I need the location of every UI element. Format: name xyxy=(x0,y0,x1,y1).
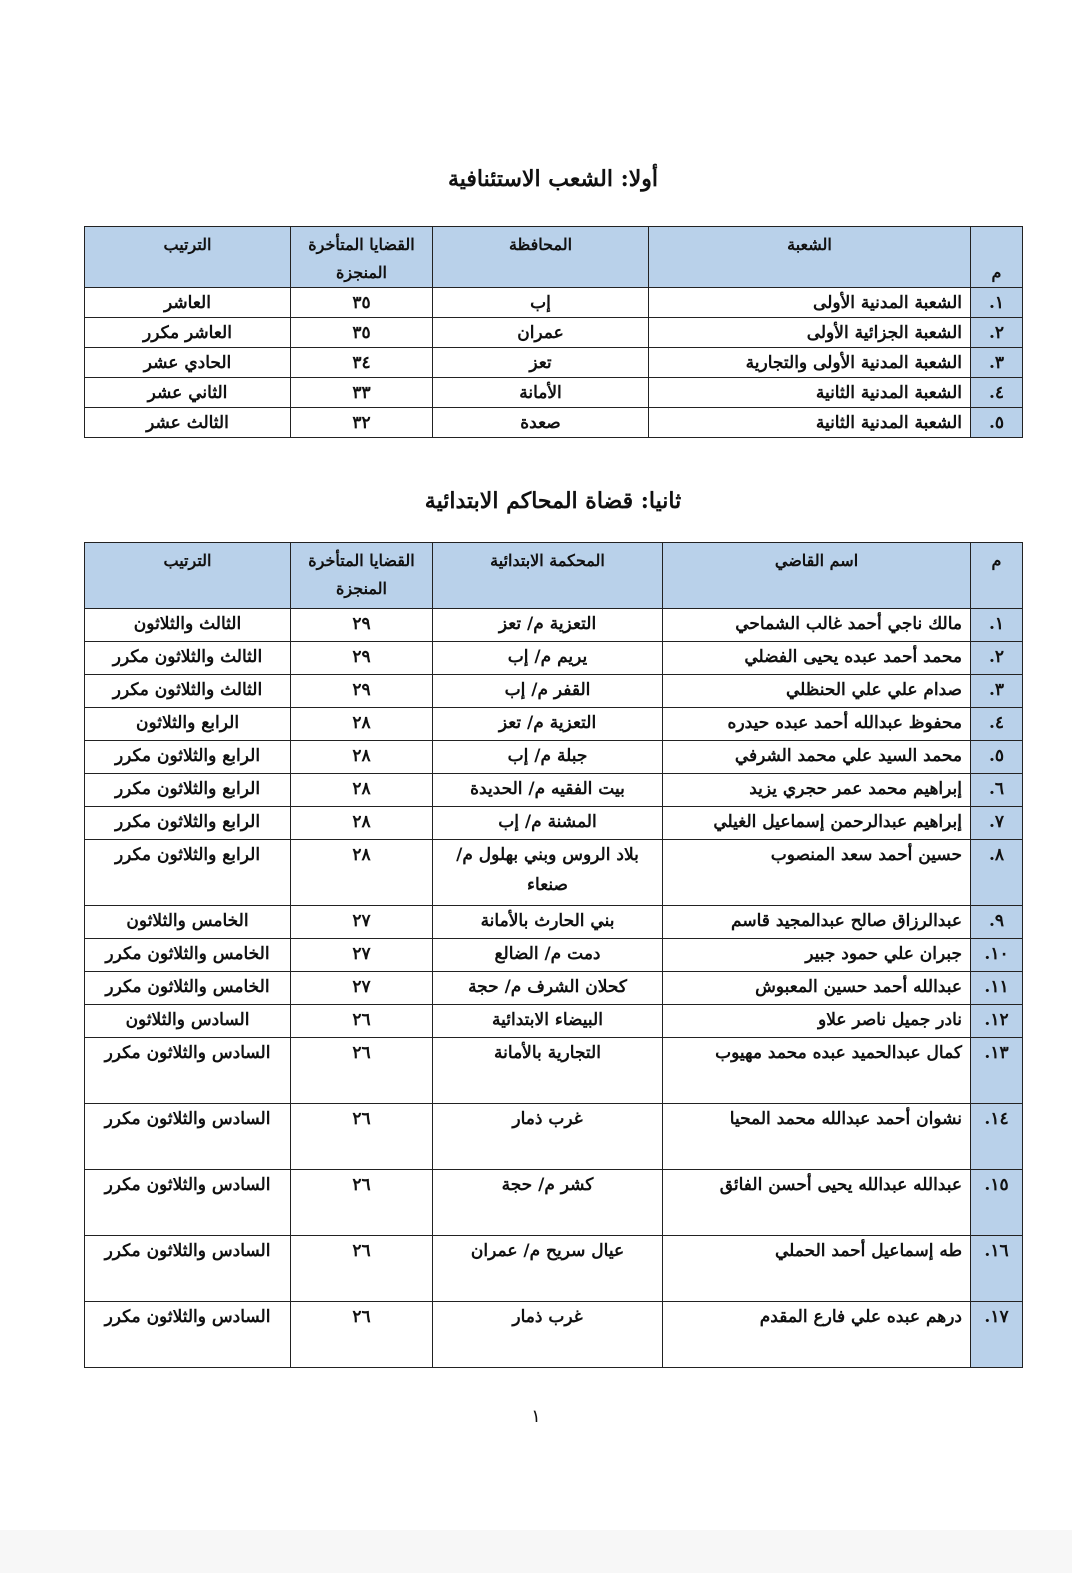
table-row xyxy=(85,408,1023,438)
branch-cell: الشعبة المدنية الثانية xyxy=(649,408,971,438)
court-cell: التعزية م/ تعز xyxy=(433,609,663,642)
page-number: ١ xyxy=(531,1406,541,1427)
cases-cell: ٢٨ xyxy=(291,774,433,807)
cases-cell: ٢٦ xyxy=(291,1104,433,1170)
row-number: ٤. xyxy=(971,378,1023,408)
cases-cell: ٢٦ xyxy=(291,1236,433,1302)
row-number: ١٥. xyxy=(971,1170,1023,1236)
court-cell: بلاد الروس وبني بهلول م/ صنعاء xyxy=(433,840,663,906)
header-judge: اسم القاضي xyxy=(663,543,971,609)
branch-cell: الشعبة المدنية الأولى xyxy=(649,288,971,318)
court-cell: بيت الفقيه م/ الحديدة xyxy=(433,774,663,807)
court-cell: القفر م/ إب xyxy=(433,675,663,708)
judge-name-cell: مالك ناجي أحمد غالب الشماحي xyxy=(663,609,971,642)
header-court: المحكمة الابتدائية xyxy=(433,543,663,609)
table-row xyxy=(85,1038,1023,1104)
cases-cell: ٢٩ xyxy=(291,642,433,675)
cases-cell: ٣٥ xyxy=(291,318,433,348)
judge-name-cell: جبران علي حمود جبير xyxy=(663,939,971,972)
row-number: ٨. xyxy=(971,840,1023,906)
section1-title: أولا: الشعب الاستئنافية xyxy=(447,166,659,192)
header-governorate: المحافظة xyxy=(433,227,649,288)
table-row xyxy=(85,642,1023,675)
governorate-cell: الأمانة xyxy=(433,378,649,408)
court-cell: المشنة م/ إب xyxy=(433,807,663,840)
table-row xyxy=(85,675,1023,708)
header-cases: القضايا المتأخرة المنجزة xyxy=(291,227,433,288)
cases-cell: ٢٧ xyxy=(291,939,433,972)
cases-cell: ٢٨ xyxy=(291,807,433,840)
table-row xyxy=(85,1302,1023,1368)
cases-cell: ٢٦ xyxy=(291,1302,433,1368)
table-row xyxy=(85,318,1023,348)
court-cell: البيضاء الابتدائية xyxy=(433,1005,663,1038)
table-row xyxy=(85,708,1023,741)
judge-name-cell: درهم عبده علي فارع المقدم xyxy=(663,1302,971,1368)
rank-cell: السادس والثلاثون مكرر xyxy=(85,1038,291,1104)
judge-name-cell: صدام علي علي الحنظلي xyxy=(663,675,971,708)
court-cell: يريم م/ إب xyxy=(433,642,663,675)
judge-name-cell: حسين أحمد سعد المنصوب xyxy=(663,840,971,906)
court-cell: بني الحارث بالأمانة xyxy=(433,906,663,939)
table-row xyxy=(85,774,1023,807)
court-cell: غرب ذمار xyxy=(433,1302,663,1368)
primary-judges-table xyxy=(84,542,1023,1368)
table-row xyxy=(85,1170,1023,1236)
header-m: م xyxy=(971,227,1023,288)
row-number: ١. xyxy=(971,609,1023,642)
row-number: ١٣. xyxy=(971,1038,1023,1104)
rank-cell: الحادي عشر xyxy=(85,348,291,378)
table-row xyxy=(85,840,1023,906)
cases-cell: ٢٩ xyxy=(291,675,433,708)
cases-cell: ٣٢ xyxy=(291,408,433,438)
rank-cell: الرابع والثلاثون مكرر xyxy=(85,741,291,774)
rank-cell: الخامس والثلاثون xyxy=(85,906,291,939)
row-number: ١١. xyxy=(971,972,1023,1005)
table-row xyxy=(85,807,1023,840)
cases-cell: ٢٧ xyxy=(291,906,433,939)
governorate-cell: تعز xyxy=(433,348,649,378)
judge-name-cell: محمد السيد علي محمد الشرفي xyxy=(663,741,971,774)
judge-name-cell: محمد أحمد عبده يحيى الفضلي xyxy=(663,642,971,675)
row-number: ٣. xyxy=(971,675,1023,708)
cases-cell: ٢٧ xyxy=(291,972,433,1005)
governorate-cell: صعدة xyxy=(433,408,649,438)
table-row xyxy=(85,939,1023,972)
judge-name-cell: نشوان أحمد عبدالله محمد المحيا xyxy=(663,1104,971,1170)
court-cell: كشر م/ حجة xyxy=(433,1170,663,1236)
cases-cell: ٢٦ xyxy=(291,1005,433,1038)
cases-cell: ٢٨ xyxy=(291,840,433,906)
table-row xyxy=(85,348,1023,378)
rank-cell: الخامس والثلاثون مكرر xyxy=(85,939,291,972)
judge-name-cell: طه إسماعيل أحمد الحملي xyxy=(663,1236,971,1302)
row-number: ١٠. xyxy=(971,939,1023,972)
judge-name-cell: كمال عبدالحميد عبده محمد مهيوب xyxy=(663,1038,971,1104)
judge-name-cell: نادر جميل ناصر علاو xyxy=(663,1005,971,1038)
rank-cell: الثالث عشر xyxy=(85,408,291,438)
row-number: ٥. xyxy=(971,741,1023,774)
table-row xyxy=(85,741,1023,774)
cases-cell: ٣٥ xyxy=(291,288,433,318)
judge-name-cell: إبراهيم محمد عمر حجري يزيد xyxy=(663,774,971,807)
header-cases: القضايا المتأخرة المنجزة xyxy=(291,543,433,609)
cases-cell: ٢٩ xyxy=(291,609,433,642)
row-number: ١٢. xyxy=(971,1005,1023,1038)
table-row xyxy=(85,1236,1023,1302)
judge-name-cell: محفوظ عبدالله أحمد عبده حيدره xyxy=(663,708,971,741)
header-rank: الترتيب xyxy=(85,543,291,609)
branch-cell: الشعبة الجزائية الأولى xyxy=(649,318,971,348)
rank-cell: الثالث والثلاثون مكرر xyxy=(85,675,291,708)
row-number: ٧. xyxy=(971,807,1023,840)
cases-cell: ٣٣ xyxy=(291,378,433,408)
cases-cell: ٢٨ xyxy=(291,708,433,741)
governorate-cell: عمران xyxy=(433,318,649,348)
court-cell: التعزية م/ تعز xyxy=(433,708,663,741)
court-cell: التجارية بالأمانة xyxy=(433,1038,663,1104)
court-cell: غرب ذمار xyxy=(433,1104,663,1170)
court-cell: دمت م/ الضالع xyxy=(433,939,663,972)
row-number: ٩. xyxy=(971,906,1023,939)
row-number: ١٤. xyxy=(971,1104,1023,1170)
row-number: ٢. xyxy=(971,642,1023,675)
judge-name-cell: إبراهيم عبدالرحمن إسماعيل الغيلي xyxy=(663,807,971,840)
cases-cell: ٣٤ xyxy=(291,348,433,378)
row-number: ١. xyxy=(971,288,1023,318)
header-m: م xyxy=(971,543,1023,609)
header-rank: الترتيب xyxy=(85,227,291,288)
cases-cell: ٢٦ xyxy=(291,1038,433,1104)
governorate-cell: إب xyxy=(433,288,649,318)
table-row xyxy=(85,288,1023,318)
rank-cell: العاشر مكرر xyxy=(85,318,291,348)
rank-cell: الثالث والثلاثون مكرر xyxy=(85,642,291,675)
table-row xyxy=(85,1005,1023,1038)
row-number: ١٦. xyxy=(971,1236,1023,1302)
court-cell: كحلان الشرف م/ حجة xyxy=(433,972,663,1005)
cases-cell: ٢٨ xyxy=(291,741,433,774)
table-row xyxy=(85,378,1023,408)
rank-cell: الرابع والثلاثون مكرر xyxy=(85,774,291,807)
rank-cell: السادس والثلاثون مكرر xyxy=(85,1170,291,1236)
section2-title: ثانيا: قضاة المحاكم الابتدائية xyxy=(424,488,682,514)
rank-cell: السادس والثلاثون مكرر xyxy=(85,1236,291,1302)
table-header-row xyxy=(85,227,1023,288)
row-number: ٤. xyxy=(971,708,1023,741)
rank-cell: الخامس والثلاثون مكرر xyxy=(85,972,291,1005)
branch-cell: الشعبة المدنية الثانية xyxy=(649,378,971,408)
rank-cell: السادس والثلاثون xyxy=(85,1005,291,1038)
branch-cell: الشعبة المدنية الأولى والتجارية xyxy=(649,348,971,378)
rank-cell: السادس والثلاثون مكرر xyxy=(85,1104,291,1170)
court-cell: عيال سريح م/ عمران xyxy=(433,1236,663,1302)
table-row xyxy=(85,906,1023,939)
rank-cell: الثاني عشر xyxy=(85,378,291,408)
header-branch: الشعبة xyxy=(649,227,971,288)
table-row xyxy=(85,609,1023,642)
judge-name-cell: عبدالله عبدالله يحيى أحسن الفائق xyxy=(663,1170,971,1236)
rank-cell: الرابع والثلاثون xyxy=(85,708,291,741)
rank-cell: السادس والثلاثون مكرر xyxy=(85,1302,291,1368)
row-number: ٥. xyxy=(971,408,1023,438)
row-number: ١٧. xyxy=(971,1302,1023,1368)
judge-name-cell: عبدالرزاق صالح عبدالمجيد قاسم xyxy=(663,906,971,939)
judge-name-cell: عبدالله أحمد حسين المعبوش xyxy=(663,972,971,1005)
row-number: ٦. xyxy=(971,774,1023,807)
row-number: ٢. xyxy=(971,318,1023,348)
rank-cell: الرابع والثلاثون مكرر xyxy=(85,807,291,840)
table-row xyxy=(85,1104,1023,1170)
court-cell: جبلة م/ إب xyxy=(433,741,663,774)
rank-cell: الرابع والثلاثون مكرر xyxy=(85,840,291,906)
row-number: ٣. xyxy=(971,348,1023,378)
table-header-row xyxy=(85,543,1023,609)
cases-cell: ٢٦ xyxy=(291,1170,433,1236)
rank-cell: الثالث والثلاثون xyxy=(85,609,291,642)
table-row xyxy=(85,972,1023,1005)
rank-cell: العاشر xyxy=(85,288,291,318)
appeals-branches-table xyxy=(84,226,1023,438)
